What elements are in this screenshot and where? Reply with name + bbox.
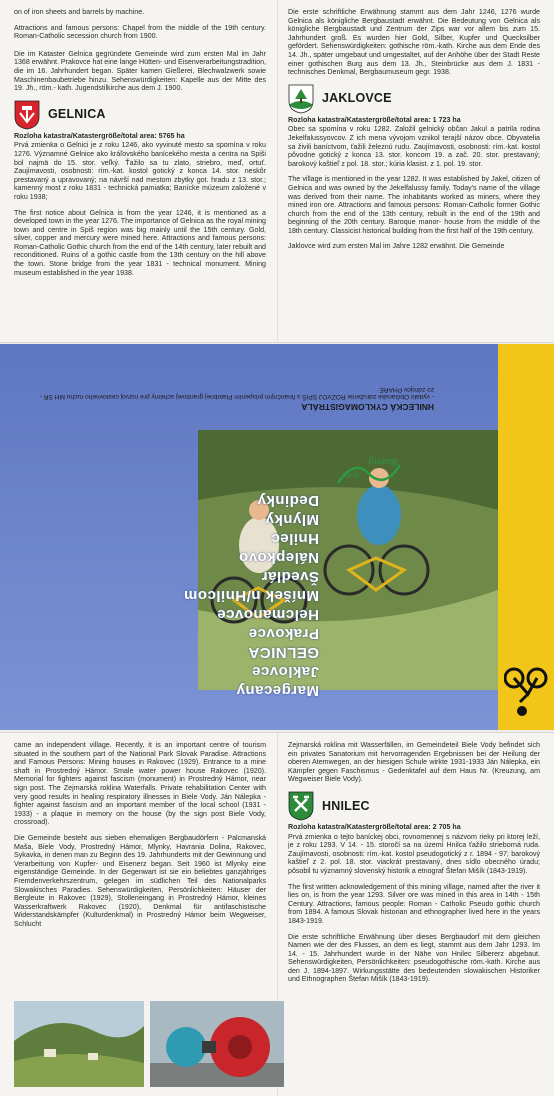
route-town: GELNICA xyxy=(248,644,319,661)
rotated-cover xyxy=(0,344,554,730)
route-town: Nálepkovo xyxy=(238,549,319,566)
town-title: JAKLOVCE xyxy=(322,91,392,106)
intro-paragraph: Die erste schriftliche Erwähnung stammt aus dem Jahr 1246, 1276 wurde Gelnica als königliche Bergbaustadt erwähnt. Die Bedeutung von Gelnica als königliche Bergbaustadt und Zentrum der Zips war vor allem bis zum 15. Jahrhundert groß. Es wurden hier Gold, Silber, Kupfer und Quecksilber gefördert. Sehenswürdigkeiten: gothische röm.-kath. Kirche aus dem Ende des 14. Jh., später umgebaut und umgestaltet, auf der Anhöhe über der Stadt Reste einer gothischen Burg aus dem 13. Jh., Steinbrücke aus dem J. 1831 - technisches Denkmal, Bergbaumuseum gegr. 1938. xyxy=(288,8,540,77)
town-route-list xyxy=(29,491,319,700)
top-left-column xyxy=(14,8,266,284)
town-paragraph: came an independent village. Recently, it is an important centre of tourism situated in the southern part of the National Park Slovak Paradise. Attractions and Famous Persons: Mining houses in Rakovec (1929). Entrance to a mine shaft in Prostredný Hámor. Smale water power house Rakovec (1920). Memorial for fighters against fascism (monument) in Prostredný Hámor, near sign post. The Zejmarská roklina Waterfalls. Private rehabilitation Center with very good results in healing respiratory illnesses in Biele Vody. Ján Nálepka - fighter against fascism and an important member of the local school (1931 - 1933) - a plaque in memory on the house (by the sign post Biele Vody, crossroad). xyxy=(14,741,266,827)
cyclist-pictogram-icon xyxy=(504,664,548,720)
bottom-left-column xyxy=(14,741,266,935)
banner-subtitle: - vydalo Občianske združenie ROZVOJ SPIŠ s finančným prispením Platobnej grantovej schémy pre rozvoj cestovného ruchu MH SR - zo zdrojov PHARE xyxy=(39,386,434,400)
rozvoj-spisa-logo-icon xyxy=(334,455,404,495)
hnilec-coat-of-arms-icon xyxy=(288,791,314,821)
town-paragraph: Obec sa spomína v roku 1282. Založil gelnický občan Jakul a patrila rodina Jekelfalussyovcov. Z ich mena vývojom vznikol terajší názov obce. Obyvatelia sa živili baníctvom, ťažili železnú rudu. Zaujímavosti, osobnosti: rím.-kat. kostol pôvodne gotický z konca 13. stor. koncom 19. a zač. 20. stor. prestavaný; barokový kaštieľ z pol. 18. stor.; kúria klasist. z 1. pol. 19. stor. xyxy=(288,125,540,168)
town-paragraph: Die Gemeinde besteht aus sieben ehemaligen Bergbaudörfern - Palcmanská Maša, Biele Vody, Prostredný Hámor, Mlynky, Havrania Dolina, Rakovec, Sykavka, in denen man zu Beginn des 19. Jahrhunderts mit der Gewinnung und Verarbeitung von Kupfer- und Eisenerz began. Seit 1960 ist Mlynky eine eigenständige Gemeinde. In der Gegenwart ist sie ein beliebtes ganzjähriges Fremdenverkehrszentrum, gelegen im südlichen Teil des Nationalparks Slowakisches Paradies. Sehenswürdigkeiten, Persönlichkeiten: Häuser der Bergleute in Rakovec (1929), Stolleneingang in Prostredný Hámor, kleines Wasserkraftwerk Rakovec (1920), Denkmal für antifaschistische Widerstandskämpfer (Kulturdenkmal) in Prostredný Hámor beim Wegweiser, Schlucht xyxy=(14,833,266,928)
svg-text:Spiša: Spiša xyxy=(342,471,360,480)
area-label: Rozloha katastra/Katastergröße/total area: 5765 ha xyxy=(14,131,185,140)
svg-text:Rozvoj: Rozvoj xyxy=(368,456,398,468)
route-town: Dedinky xyxy=(257,492,319,509)
town-paragraph: Prvá zmienka o Gelnici je z roku 1246, ako vyvinuté mesto sa spomína v roku 1276. Významné Gelnice ako kráľovského banícekého mesta a centra na Spiši bol najmä do 15. stor. veľký. Ťažilo sa tu zlato, striebro, meď, ortuť. Zaujímavosti, osobnosti: rím.-kat. kostol gotický z konca 14. stor. neskôr prestavaný a upravovaný; na návrší nad mestom zbytky got. hradu z 13. stor.; kamenný most z roku 1831 - technická pamiatka; Banícke múzeum založené v roku 1938; xyxy=(14,141,266,201)
banner-title: HNILECKÁ CYKLOMAGISTRÁLA xyxy=(301,402,434,412)
town-title: GELNICA xyxy=(48,107,106,122)
intro-paragraph: Die im Kataster Gelnica gegründete Gemeinde wird zum ersten Mal im Jahr 1368 erwähnt. Prakovce hat eine lange Hütten- und Eisenverarbeitungstradition, die im 16. Jahrhundert began. Später kamen Gießerei, Blechwalzwerk sowie Maschinenbaubetriebe hinzu. Sehenswürdigkeiten: Kapelle aus der Mitte des 19. Jh., röm.- kath. Jugendstilkirche aus dem J. 1900. xyxy=(14,49,266,93)
route-town: Helcmanovce xyxy=(216,606,319,623)
bottom-right-column xyxy=(288,741,540,991)
page-fold xyxy=(277,0,278,342)
town-paragraph: The first notice about Gelnica is from the year 1246, it is mentioned as a developed town in the year 1276. The importance of Gelnica as the royal mining town and centre in Spiš region was big mainly until the 15th century. Gold, silver, copper and mercury were mined here. Attractions and famous persons: Roman-Catholic Gothic church from the end of the 14th century, later rebuilt and reconditioned. Ruins of a gothic castle from the 13th century on the hill above the town. Stone bridge from the year 1831 - technical monument. Mining museum established in the year 1938. xyxy=(14,208,266,277)
town-paragraph: The village is mentioned in the year 1282. It was established by Jakel, citizen of Gelnica and was owned by the Jekelfalussy family. Today's name of the village was derived from their name. The inhabitants worked as miners, where they mined iron ore. Attractions and famous persons: Roman-Catholic former Gothic church from the end of the 13th century, rebuilt in the end of the 19th and beginning of the 20th century. Baroque manor- house from the middle of the 18th century. Classicist historical building from the first half of the 19th century. xyxy=(288,175,540,235)
town-heading-hnilec xyxy=(288,791,540,821)
route-town: Švedlár xyxy=(261,568,319,585)
town-heading-jaklovce xyxy=(288,84,540,114)
gelnica-coat-of-arms-icon xyxy=(14,100,40,130)
route-town: Margecany xyxy=(236,682,319,699)
route-town: Jaklovce xyxy=(251,663,319,680)
top-right-column xyxy=(288,8,540,258)
route-town: Mníšek n/Hnilcom xyxy=(183,587,319,604)
route-town: Hnilec xyxy=(270,530,319,547)
photo-strip xyxy=(14,1001,284,1087)
town-title: HNILEC xyxy=(322,798,370,813)
town-heading-gelnica xyxy=(14,100,266,130)
town-paragraph: Prvá zmienka o tejto baníckej obci, rovnomennej s názvom rieky pri ktorej leží, je z roku 1293. V 14. - 15. storočí sa na území Hnilca ťažilo strieborná ruda. Zaujímavosti, osobnosti: rím.-kat. kostol pseudogotický z r. 1894 - 97; barokový kaštieľ z 2. pol. 18. stor. viackrát prestavaný, dnes sídlo obecného úradu; pôsobil tu významný slovenský historik a etnograf Štefan Mišík (1843-1919). xyxy=(288,832,540,875)
intro-paragraph: Zejmarská roklina mit Wasserfällen, im Gemeindeteil Biele Vody befindet sich ein privates Sanatorium mit hervorragenden Ergebnissen bei der Heilung der oberen Atemwegen, an der hiesigen Schule wirkte 1931-1933 Ján Nálepka, ein Kämpfer gegen Faschismus - Gedenktafel auf dem Haus Nr. (Kreuzung, am Wegweiser Biele Vody). xyxy=(288,741,540,784)
area-label: Rozloha katastra/Katastergröße/total area: 2 705 ha xyxy=(288,822,461,831)
mountain-landscape-photo xyxy=(14,1001,144,1087)
jaklovce-coat-of-arms-icon xyxy=(288,84,314,114)
water-turbine-photo xyxy=(150,1001,284,1087)
route-town: Prakovce xyxy=(248,625,319,642)
map-cover-panel xyxy=(0,344,554,730)
route-town: Mlynky xyxy=(265,511,319,528)
intro-paragraph: Attractions and famous persons: Chapel from the middle of the 19th century. Roman-Catholic secession church from 1900. xyxy=(14,23,266,41)
town-paragraph: The first written acknowledgement of this mining village, named after the river it lies on, is from the year 1293. Silver ore was mined in this area in 14th - 15th Century. Attractions, famous people: Roman - Catholic Pseudo gothic church from 1894. A famous Slovak historian and ethnographer lived here in the years 1843-1919. xyxy=(288,882,540,925)
publisher-banner xyxy=(34,386,434,412)
intro-paragraph: on of iron sheets and barrels by machine. xyxy=(14,8,145,16)
town-paragraph: Die erste schriftliche Erwähnung über dieses Bergbaudorf mit dem gleichen Namen wie der des Flusses, an dem es liegt, stammt aus dem Jahr 1293. Im 14. - 15. Jahrhundert wurde in der Nähe von Hnilec Silbererz abgebaut. Sehenswürdigkeiten, Persönlichkeiten: pseudogothische röm.-kath. Kirche aus den J. 1894-1897. Wirkungsstätte des bedeutenden slowakischen Historiker und Ethnographen Štefan Mišík (1843-1919). xyxy=(288,932,540,984)
town-paragraph: Jaklovce wird zum ersten Mal im Jahre 1282 erwähnt. Die Gemeinde xyxy=(288,242,505,251)
area-label: Rozloha katastra/Katastergröße/total area: 1 723 ha xyxy=(288,115,461,124)
top-page xyxy=(0,0,554,343)
bottom-page xyxy=(0,732,554,1096)
